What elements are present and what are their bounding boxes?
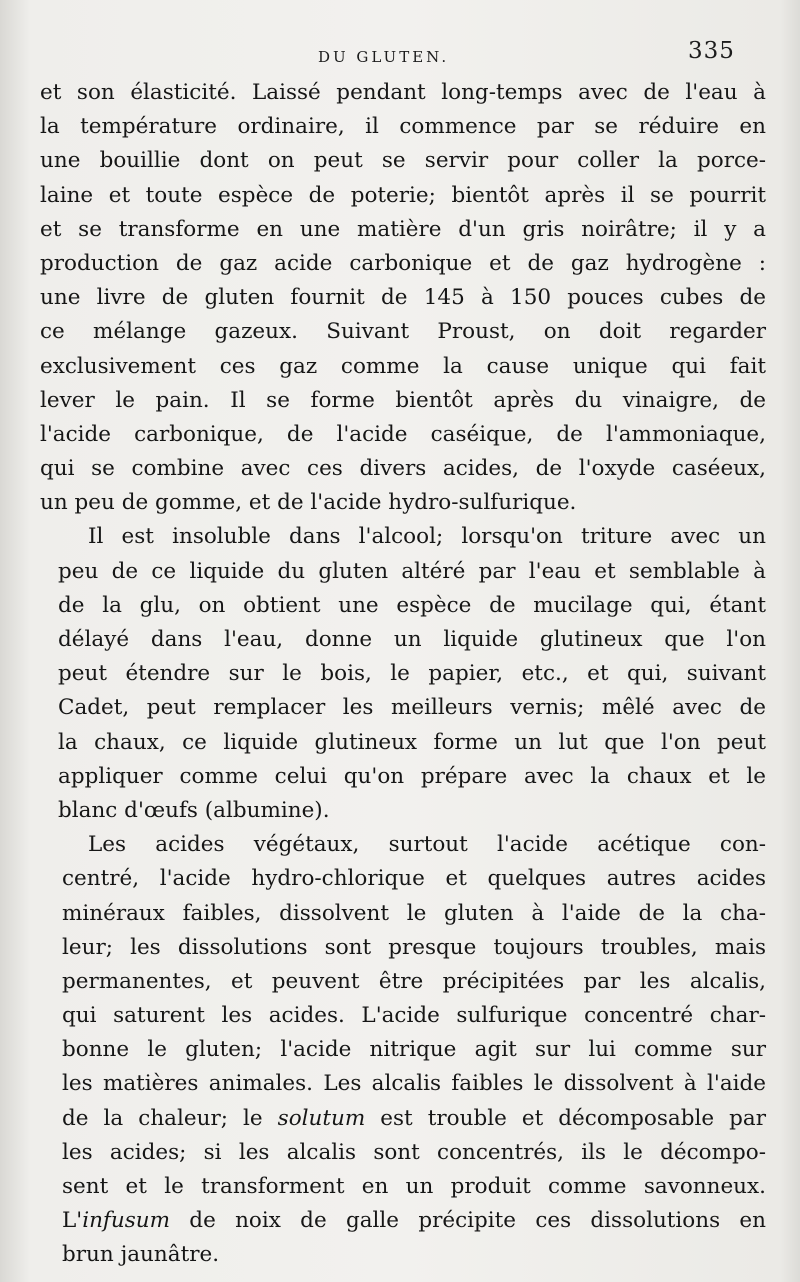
paragraph-gluten-alcohol (40, 520, 766, 828)
text-line: permanentes, et peuvent être précipitées par les alcalis, (62, 968, 766, 994)
text-line: bonne le gluten; l'acide nitrique agit sur lui comme sur (62, 1037, 766, 1063)
text-line: un peu de gomme, et de l'acide hydro-sulfurique. (40, 490, 577, 516)
text-line: de la glu, on obtient une espèce de mucilage qui, étant (58, 592, 766, 618)
text-line: une livre de gluten fournit de 145 à 150 pouces cubes de (40, 285, 766, 311)
page-number: 335 (688, 38, 735, 64)
text-line: les matières animales. Les alcalis faibles le dissolvent à l'aide (62, 1071, 766, 1097)
text-line: qui se combine avec ces divers acides, de l'oxyde caséeux, (40, 456, 766, 482)
italic-term: infusum (82, 1208, 170, 1234)
paragraph-gluten-acids (40, 828, 766, 1272)
text-line: la chaux, ce liquide glutineux forme un lut que l'on peut (58, 729, 766, 755)
text-line: et se transforme en une matière d'un gris noirâtre; il y a (40, 216, 766, 242)
text-line: Il est insoluble dans l'alcool; lorsqu'on triture avec un (88, 524, 766, 550)
text-line: laine et toute espèce de poterie; bientôt après il se pourrit (40, 182, 766, 208)
italic-term: solutum (277, 1105, 366, 1131)
text-line: et son élasticité. Laissé pendant long-temps avec de l'eau à (40, 80, 766, 105)
text-line: les acides; si les alcalis sont concentrés, ils le décompo- (62, 1139, 766, 1165)
text-line: ce mélange gazeux. Suivant Proust, on doit regarder (40, 319, 766, 345)
text-line: la température ordinaire, il commence par se réduire en (40, 114, 766, 140)
text-line: délayé dans l'eau, donne un liquide glutineux que l'on (58, 627, 766, 652)
text-line: une bouillie dont on peut se servir pour coller la porce- (40, 148, 766, 174)
text-line: centré, l'acide hydro-chlorique et quelques autres acides (62, 866, 766, 892)
text-line: brun jaunâtre. (62, 1242, 220, 1268)
text-line: peu de ce liquide du gluten altéré par l'eau et semblable à (58, 558, 766, 584)
page-header (0, 38, 800, 72)
text-line: production de gaz acide carbonique et de gaz hydrogène : (40, 250, 766, 276)
text-line: de la chaleur; le solutum est trouble et décomposable par (62, 1105, 766, 1131)
text-line: Les acides végétaux, surtout l'acide acétique con- (88, 832, 766, 858)
running-title: DU GLUTEN. (318, 48, 450, 66)
text-line: appliquer comme celui qu'on prépare avec la chaux et le (58, 763, 766, 789)
text-line: l'acide carbonique, de l'acide caséique, de l'ammoniaque, (40, 421, 766, 447)
text-line: peut étendre sur le bois, le papier, etc., et qui, suivant (58, 661, 766, 687)
paragraph-gluten-fermentation (40, 76, 766, 520)
text-line: sent et le transforment en un produit comme savonneux. (62, 1174, 766, 1199)
text-line: lever le pain. Il se forme bientôt après du vinaigre, de (40, 387, 766, 413)
text-line: leur; les dissolutions sont presque toujours troubles, mais (62, 934, 766, 960)
text-line: qui saturent les acides. L'acide sulfurique concentré char- (62, 1003, 766, 1029)
body-text (40, 76, 766, 1273)
text-line: L'infusum de noix de galle précipite ces dissolutions en (62, 1208, 766, 1234)
text-line: Cadet, peut remplacer les meilleurs vernis; mêlé avec de (58, 695, 766, 721)
text-line: minéraux faibles, dissolvent le gluten à l'aide de la cha- (62, 900, 766, 926)
text-line: blanc d'œufs (albumine). (58, 797, 330, 823)
text-line: exclusivement ces gaz comme la cause unique qui fait (40, 353, 766, 379)
